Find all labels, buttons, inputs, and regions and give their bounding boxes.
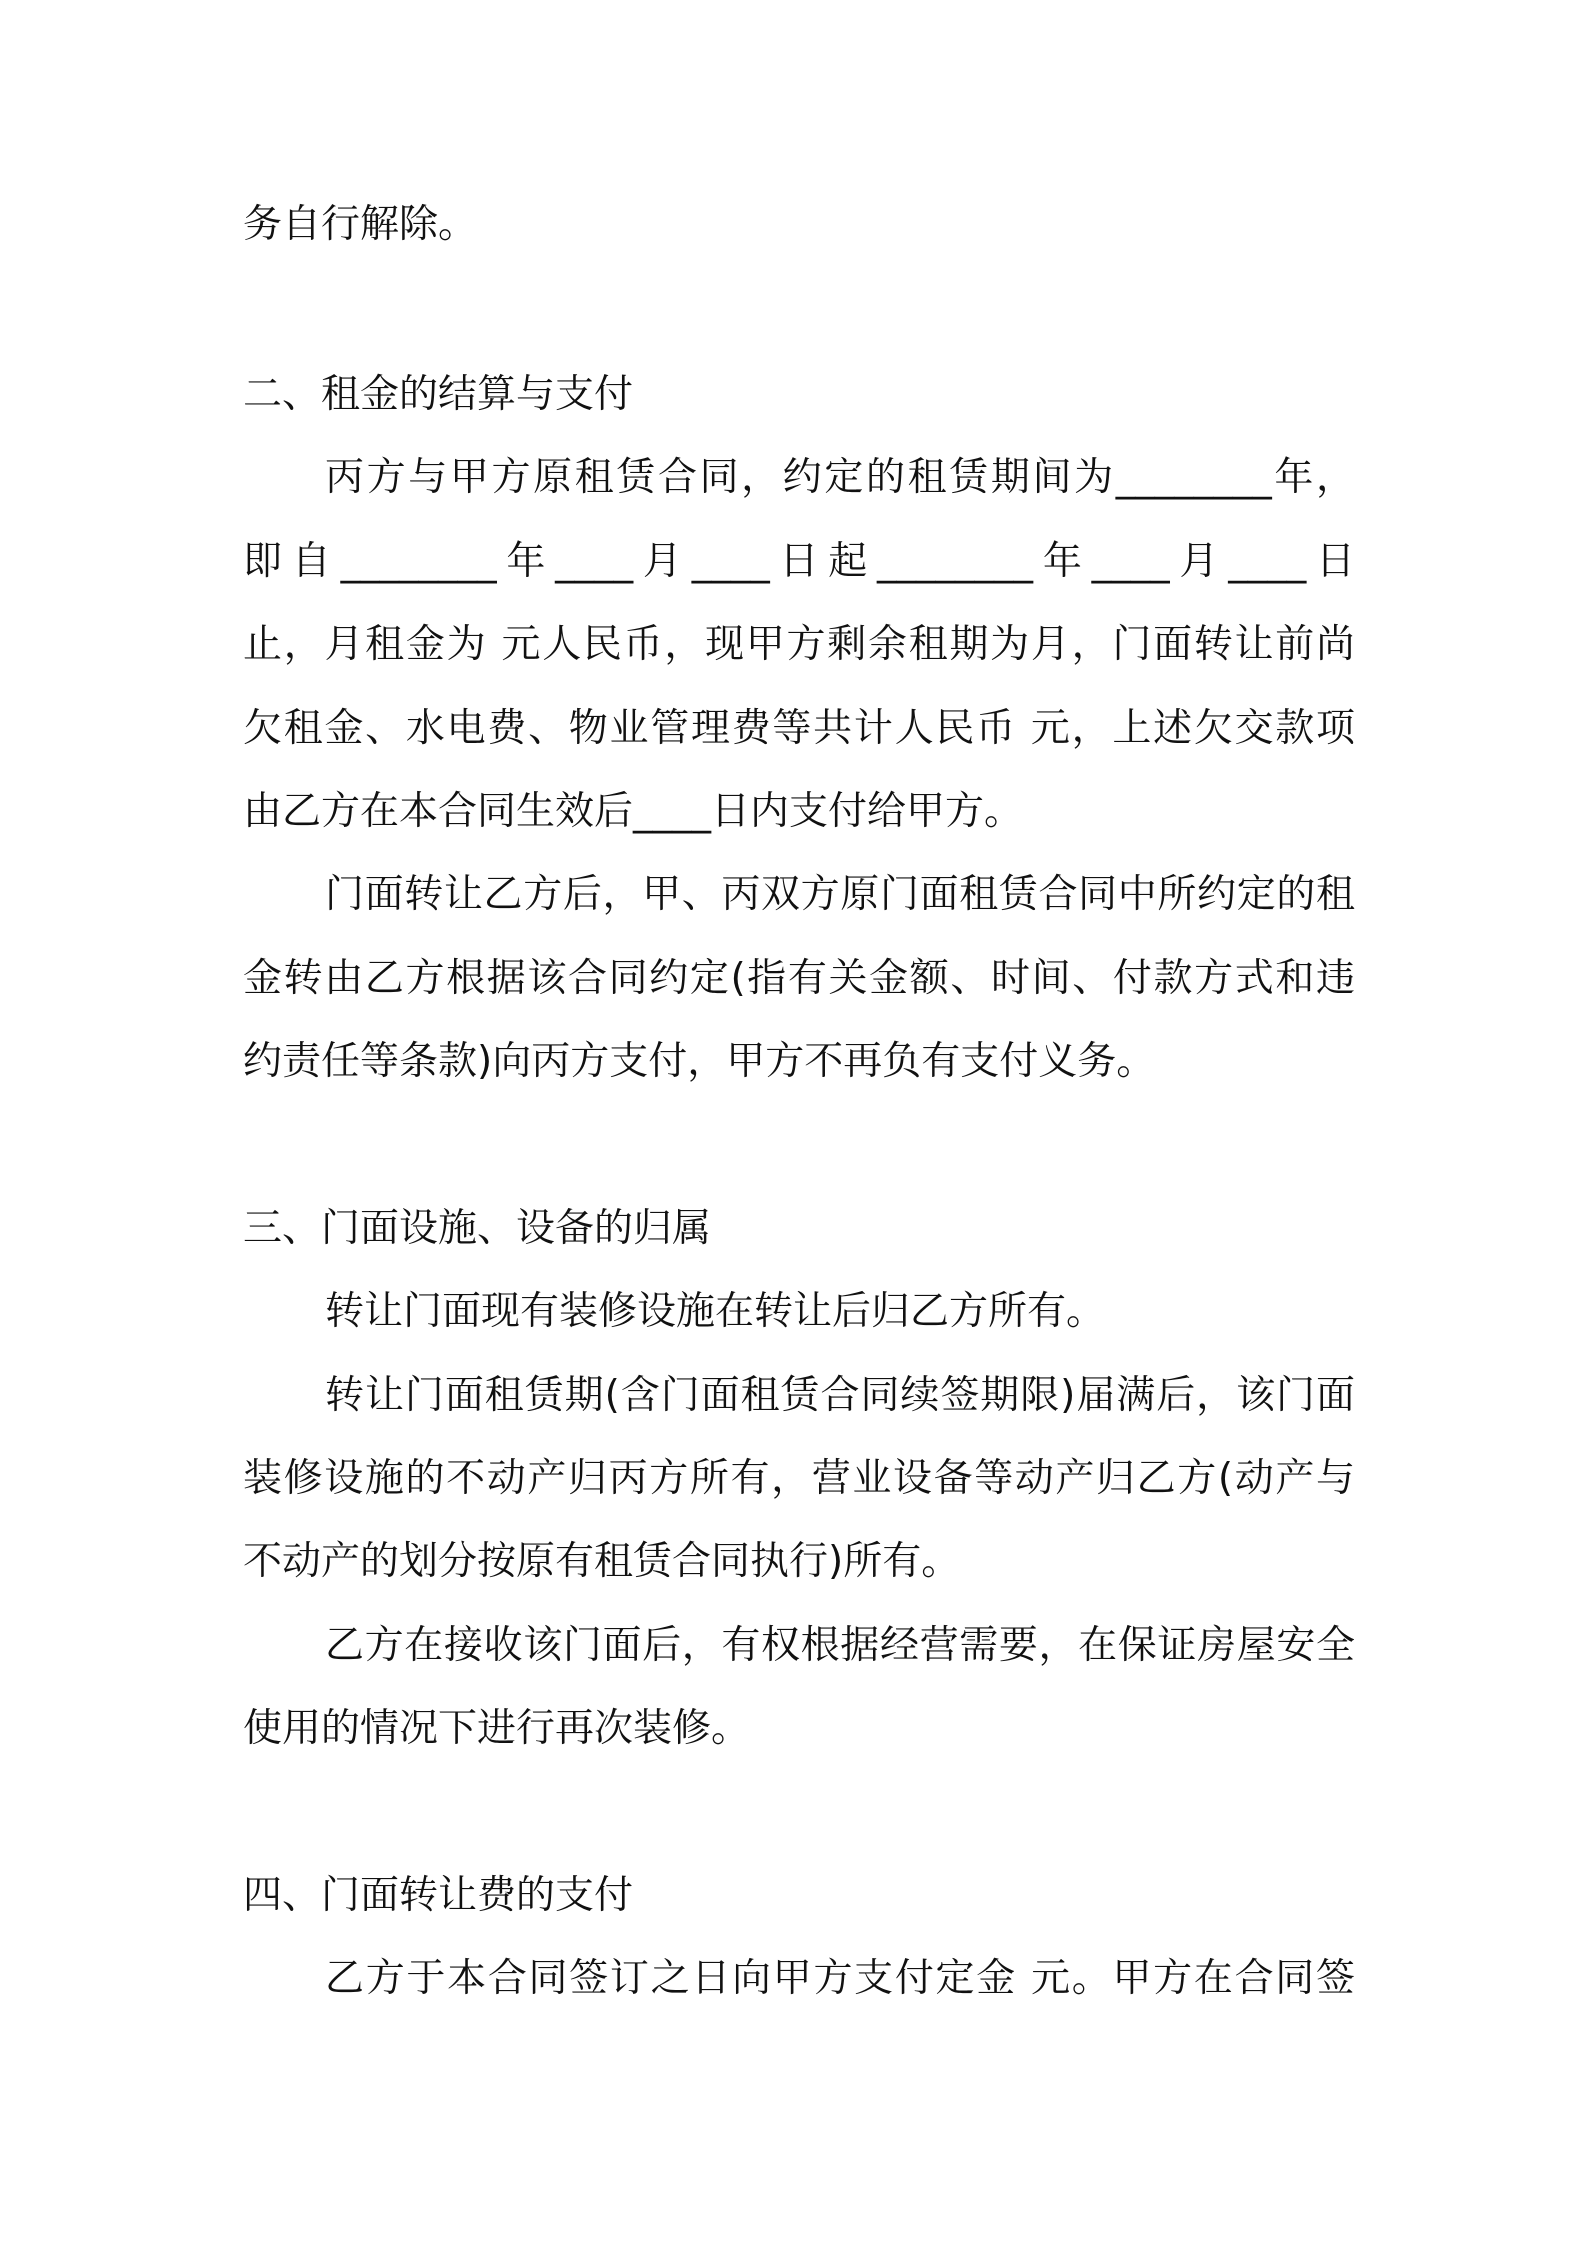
section-heading-transfer-fee: 四、门面转让费的支付 xyxy=(243,1873,634,1918)
paragraph-line: 不动产的划分按原有租赁合同执行)所有。 xyxy=(243,1539,961,1584)
paragraph-line: 金转由乙方根据该合同约定(指有关金额、时间、付款方式和违 xyxy=(243,956,1355,1001)
paragraph-line: 转让门面租赁期(含门面租赁合同续签期限)届满后，该门面 xyxy=(325,1373,1355,1418)
paragraph-line: 门面转让乙方后，甲、丙双方原门面租赁合同中所约定的租 xyxy=(325,872,1355,917)
paragraph-line: 丙方与甲方原租赁合同，约定的租赁期间为________年， xyxy=(325,455,1355,500)
paragraph-line: 转让门面现有装修设施在转让后归乙方所有。 xyxy=(325,1289,1106,1334)
paragraph-line: 由乙方在本合同生效后____日内支付给甲方。 xyxy=(243,789,1024,834)
paragraph-line: 乙方在接收该门面后，有权根据经营需要，在保证房屋安全 xyxy=(325,1623,1355,1668)
section-heading-facilities: 三、门面设施、设备的归属 xyxy=(243,1206,712,1251)
paragraph-line: 即自________年____月____日起________年____月____日 xyxy=(243,539,1355,584)
paragraph-line: 约责任等条款)向丙方支付，甲方不再负有支付义务。 xyxy=(243,1039,1156,1084)
paragraph-line: 装修设施的不动产归丙方所有，营业设备等动产归乙方(动产与 xyxy=(243,1456,1355,1501)
paragraph-line: 止，月租金为 元人民币，现甲方剩余租期为月，门面转让前尚 xyxy=(243,622,1355,667)
paragraph-line: 欠租金、水电费、物业管理费等共计人民币 元，上述欠交款项 xyxy=(243,706,1355,751)
section-heading-rent: 二、租金的结算与支付 xyxy=(243,372,634,417)
continuation-line: 务自行解除。 xyxy=(243,202,478,247)
paragraph-line: 使用的情况下进行再次装修。 xyxy=(243,1706,751,1751)
paragraph-line: 乙方于本合同签订之日向甲方支付定金 元。甲方在合同签 xyxy=(325,1956,1355,2001)
